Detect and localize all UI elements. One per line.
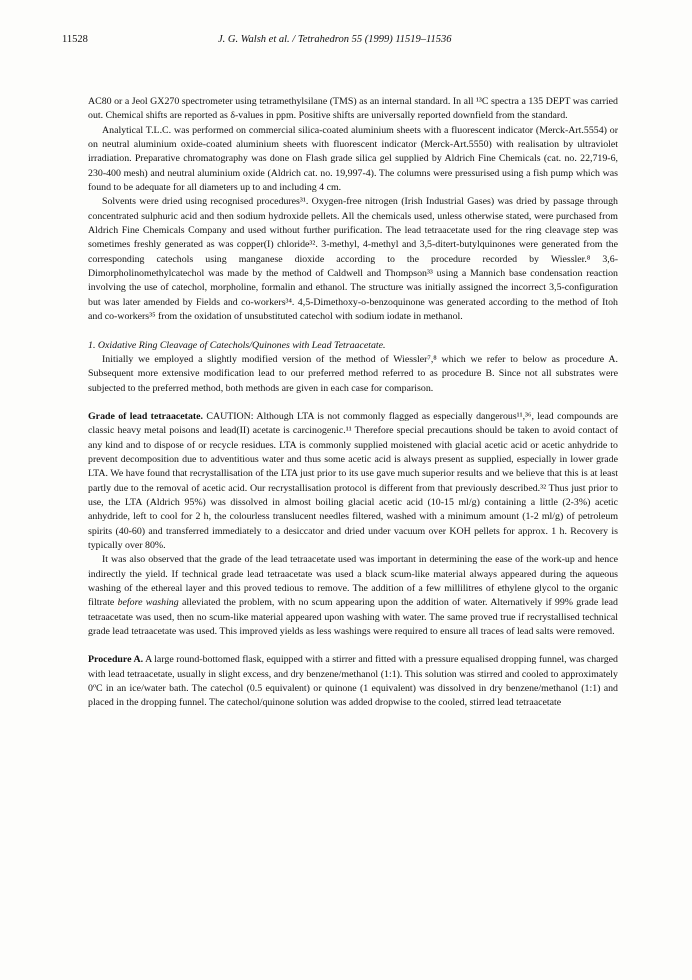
run-in-heading-lta-grade: Grade of lead tetraacetate. [88,410,204,422]
paragraph-procedure-a-text: A large round-bottomed flask, equipped with a stirrer and fitted with a pressure equalised dropping funnel, was charged with lead tetraacetate, usually in slight excess, and dry benzene/methanol (1:1). This solution was stirred and cooled to approximately 0ºC in an ice/water bath. The catechol (0.5 equivalent) or quinone (1 equivalent) was dissolved in dry benzene/methanol (1:1) and placed in the dropping funnel. The catechol/quinone solution was added dropwise to the cooled, stirred lead tetraacetate [88,654,618,709]
body-text [88,95,618,711]
page-header [0,34,692,50]
paragraph-procedures-intro: Initially we employed a slightly modified version of the method of Wiessler⁷,⁸ which we refer to below as procedure A. Subsequent more extensive modification lead to our preferred method referred to as procedure B. Since not all substrates were subjected to the preferred method, both methods are given in each case for comparison. [88,353,618,394]
paragraph-procedure-a [88,653,618,710]
paragraph-tlc: Analytical T.L.C. was performed on commercial silica-coated aluminium sheets with a fluorescent indicator (Merck-Art.5554) or on neutral aluminium oxide-coated aluminium sheets with fluorescent indicator (Merck-Art.5550) with realisation by ultraviolet irradiation. Preparative chromatography was done on Flash grade silica gel supplied by Aldrich Fine Chemicals (cat. no. 22,719-6, 230-400 mesh) and neutral aluminium oxide (Aldrich cat. no. 19,997-4). The columns were pressurised using a fish pump which was found to be adequate for all diameters up to and including 4 cm. [88,124,618,194]
emphasis-before-washing: before washing [117,597,179,609]
section-heading: 1. Oxidative Ring Cleavage of Catechols/Quinones with Lead Tetraacetate. [88,339,386,351]
paragraph-lta-grade-text: CAUTION: Although LTA is not commonly flagged as especially dangerous¹¹,³⁶, lead compounds are classic heavy metal poisons and lead(II) acetate is carcinogenic.¹¹ Therefore special precautions should be taken to avoid contact of any kind and to dispose of or recycle residues. LTA is commonly supplied moistened with glacial acetic acid or acetic anhydride to prevent decomposition due to adventitious water and thus some acetic acid is always present as supplied, especially in lower grade LTA. We have found that recrystallisation of the LTA just prior to its use gave much superior results and we believe that this is at least partly due to the removal of acetic acid. Our recrystallisation protocol is different from that previously described.³² Thus just prior to use, the LTA (Aldrich 95%) was dissolved in almost boiling glacial acetic acid (10-15 ml/g) containing a little (2-3%) acetic anhydride, left to cool for 2 h, the colourless translucent needles filtered, washed with a minimum amount (1-2 ml/g) of petroleum spirits (40-60) and transferred immediately to a desiccator and dried under vacuum over KOH pellets for approx. 1 h. Recovery is typically over 80%. [88,410,618,551]
paragraph-solvents: Solvents were dried using recognised procedures³¹. Oxygen-free nitrogen (Irish Industrial Gases) was dried by passage through concentrated sulphuric acid and then sodium hydroxide pellets. All the chemicals used, unless otherwise stated, were purchased from Aldrich Fine Chemicals Company and used without further purification. The lead tetraacetate used for the ring cleavage step was sometimes freshly generated as was copper(I) chloride³². 3-methyl, 4-methyl and 3,5-ditert-butylquinones were generated from the corresponding catechols using manganese dioxide according to the procedure recorded by Wiessler.⁸ 3,6-Dimorpholinomethylcatechol was made by the method of Caldwell and Thompson³³ using a Mannich base condensation reaction involving the use of catechol, morpholine, formalin and ethanol. The structure was initially assigned the incorrect 3,5-configuration but was later amended by Fields and co-workers³⁴. 4,5-Dimethoxy-o-benzoquinone was generated according to the method of Itoh and co-workers³⁵ from the oxidation of unsubstituted catechol with sodium iodate in methanol. [88,196,618,323]
page-number: 11528 [62,34,88,45]
paragraph-nmr: AC80 or a Jeol GX270 spectrometer using tetramethylsilane (TMS) as an internal standard. In all ¹³C spectra a 135 DEPT was carried out. Chemical shifts are reported as δ-values in ppm. Positive shifts are universally reported downfield from the standard. [88,96,618,122]
paragraph-workup-text-b: alleviated the problem, with no scum appearing upon the addition of water. Alternatively if 99% grade lead tetraacetate was used, then no scum-like material appeared upon washing with water. The same proved true if recrystallised technical grade lead tetraacetate was used. This improved yields as less washings were required to ensure all traces of lead salts were removed. [88,597,618,638]
running-head: J. G. Walsh et al. / Tetrahedron 55 (1999) 11519–11536 [218,34,452,45]
run-in-heading-procedure-a: Procedure A. [88,654,144,666]
paragraph-workup [88,553,618,639]
paragraph-lta-grade [88,410,618,553]
paragraph-workup-text-a: It was also observed that the grade of the lead tetraacetate used was important in determining the ease of the work-up and hence indirectly the yield. If technical grade lead tetraacetate was used a black scum-like material always appeared during the aqueous washing of the ethereal layer and this proved tedious to remove. The addition of a few millilitres of ethylene glycol to the organic filtrate [88,554,618,609]
